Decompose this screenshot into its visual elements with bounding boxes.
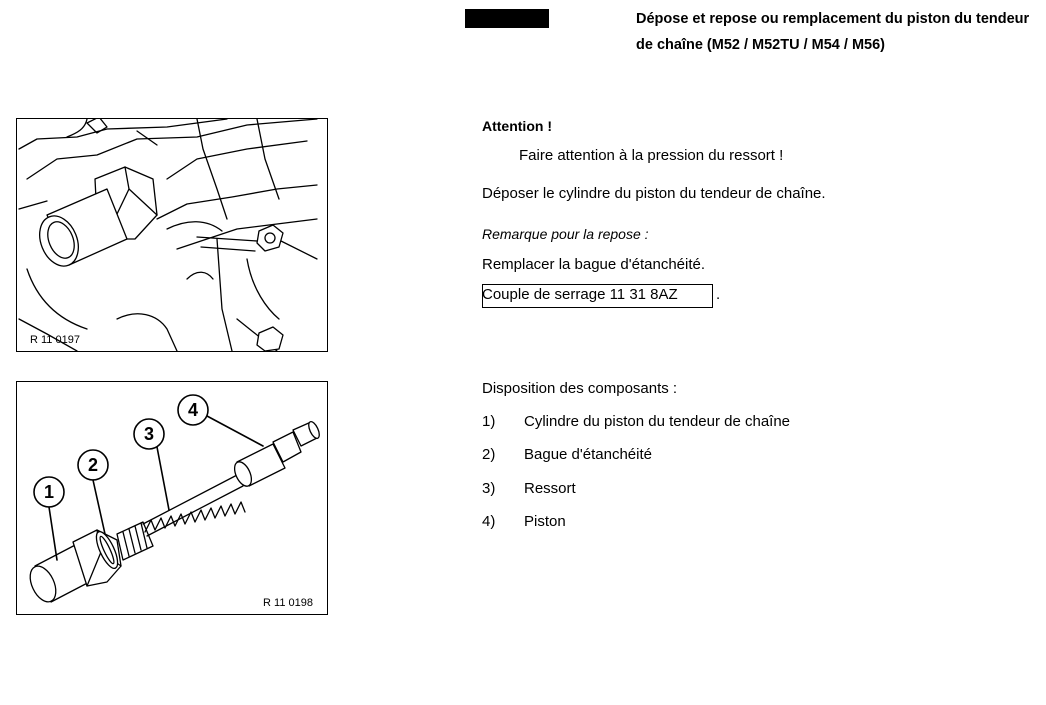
- piston-part: [231, 420, 321, 489]
- callout-3: 3: [143, 424, 155, 444]
- figure-reference: R 11 0197: [30, 334, 80, 346]
- figure-engine-tensioner: [16, 118, 328, 352]
- step-replace-seal: Remplacer la bague d'étanchéité.: [482, 256, 706, 273]
- redacted-block: [465, 9, 549, 28]
- torque-suffix: .: [716, 286, 721, 303]
- torque-link[interactable]: Couple de serrage 11 31 8AZ: [482, 286, 678, 303]
- components-illustration: [17, 382, 327, 614]
- component-label: Ressort: [524, 480, 576, 497]
- page-title: Dépose et repose ou remplacement du piston du tendeur de chaîne (M52 / M52TU / M54 / M56): [636, 11, 1030, 53]
- components-title: Disposition des composants :: [482, 380, 678, 397]
- component-number: 1): [482, 413, 496, 430]
- attention-label: Attention !: [482, 118, 552, 134]
- remark-label: Remarque pour la repose :: [482, 226, 649, 242]
- component-number: 2): [482, 446, 496, 463]
- component-number: 4): [482, 513, 496, 530]
- component-number: 3): [482, 480, 496, 497]
- callout-4: 4: [187, 400, 199, 420]
- callout-1: 1: [43, 482, 55, 502]
- attention-text: Faire attention à la pression du ressort !: [519, 147, 784, 164]
- cylinder-part: [25, 522, 153, 606]
- figure-tensioner-components: [16, 381, 328, 615]
- component-label: Cylindre du piston du tendeur de chaîne: [524, 413, 791, 430]
- spring-part: [145, 502, 245, 532]
- engine-illustration: [17, 119, 327, 351]
- figure-reference: R 11 0198: [263, 597, 313, 609]
- callout-2: 2: [87, 455, 99, 475]
- component-label: Bague d'étanchéité: [524, 446, 652, 463]
- step-remove-cylinder: Déposer le cylindre du piston du tendeur de chaîne.: [482, 185, 826, 202]
- component-label: Piston: [524, 513, 566, 530]
